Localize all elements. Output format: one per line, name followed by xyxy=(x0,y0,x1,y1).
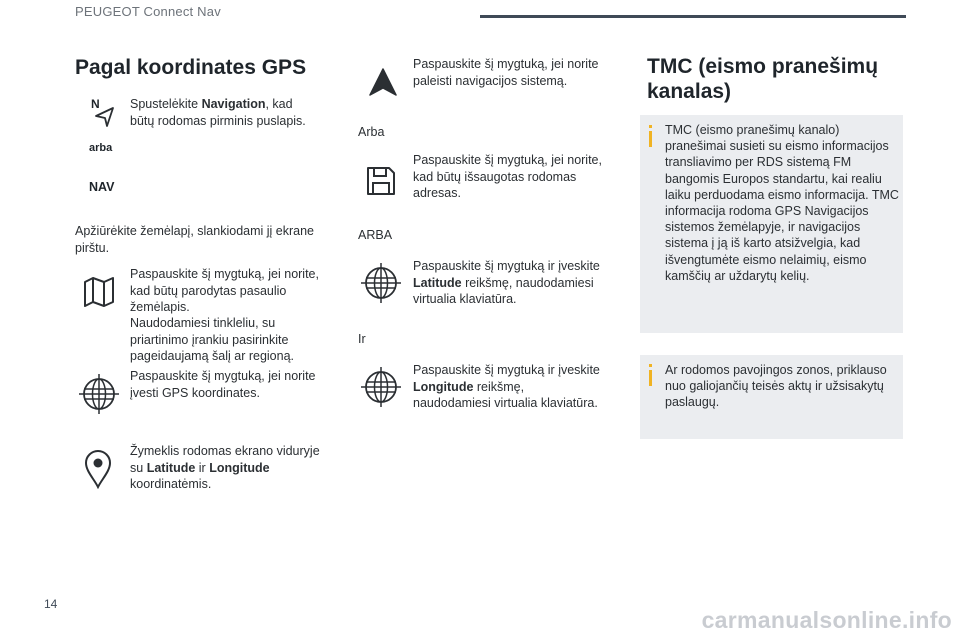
section-title-gps: Pagal koordinates GPS xyxy=(75,56,307,79)
info-marker-dot xyxy=(649,125,652,128)
info-marker-dot xyxy=(649,364,652,367)
step-start-nav-text: Paspauskite šį mygtuką, jei norite paleisti navigacijos sistemą. xyxy=(413,57,599,88)
navigation-arrow-icon xyxy=(94,106,116,128)
page-number: 14 xyxy=(44,597,58,611)
step-longitude-text: Paspauskite šį mygtuką ir įveskite Longitude reikšmę, naudodamiesi virtualia klaviatūra. xyxy=(413,363,600,410)
section-title-tmc: TMC (eismo pranešimų kanalas) xyxy=(647,55,879,103)
or-arba-caps-text: ARBA xyxy=(358,228,393,242)
info-marker-bar xyxy=(649,131,652,147)
or-ir-text: Ir xyxy=(358,332,366,346)
globe-grid-icon xyxy=(78,373,120,415)
location-pin-icon xyxy=(84,449,112,489)
info-marker-bar xyxy=(649,370,652,386)
arba-label: arba xyxy=(89,142,113,154)
step-navigation-text: Spustelėkite Navigation, kad būtų rodomas pirminis puslapis. xyxy=(130,97,306,128)
step-zoom-text: Naudodamiesi tinkleliu, su priartinimo įrankiu pasirinkite pageidaujamą šalį ar regioną. xyxy=(130,316,294,363)
step-cursor-text: Žymeklis rodomas ekrano viduryje su Latitude ir Longitude koordinatėmis. xyxy=(130,444,320,491)
header-rule xyxy=(480,15,906,18)
nav-letter-label: N xyxy=(91,97,100,111)
globe-grid-longitude-icon xyxy=(360,366,402,408)
running-header: PEUGEOT Connect Nav xyxy=(75,4,221,19)
step-latitude-text: Paspauskite šį mygtuką ir įveskite Latitude reikšmę, naudodamiesi virtualia klaviatūra. xyxy=(413,259,600,306)
start-navigation-icon xyxy=(366,66,400,98)
info-note-tmc xyxy=(640,115,903,333)
info-note-danger-text: Ar rodomos pavojingos zonos, priklauso nuo galiojančių teisės aktų ir užsisakytų paslaugų. xyxy=(665,363,887,410)
map-hint-text: Apžiūrėkite žemėlapį, slankiodami jį ekrane pirštu. xyxy=(75,224,315,255)
nav-label: NAV xyxy=(89,180,115,194)
map-icon xyxy=(82,274,116,308)
watermark: carmanualsonline.info xyxy=(701,607,952,633)
save-icon xyxy=(364,164,398,198)
globe-grid-latitude-icon xyxy=(360,262,402,304)
info-note-danger-zones xyxy=(640,355,903,439)
step-world-map-text: Paspauskite šį mygtuką, jei norite, kad būtų parodytas pasaulio žemėlapis. xyxy=(130,267,319,314)
info-note-tmc-text: TMC (eismo pranešimų kanalo) pranešimai susieti su eismo informacijos transliavimo per RDS sistemą FM bangomis Europos standartu, kai realiu laiku perduodama eismo informacija. TMC informacija rodoma GPS Navigacijos sistemos žemėlapyje, ir navigacijos sistema į ją iš karto atsižvelgia, kad išvengtumėte eismo nelaimių, eismo kamščių ar uždarytų kelių. xyxy=(665,123,899,283)
step-gps-coords-text: Paspauskite šį mygtuką, jei norite įvesti GPS koordinates. xyxy=(130,369,316,400)
or-arba-text: Arba xyxy=(358,125,385,139)
step-save-address-text: Paspauskite šį mygtuką, jei norite, kad būtų išsaugotas rodomas adresas. xyxy=(413,153,602,200)
